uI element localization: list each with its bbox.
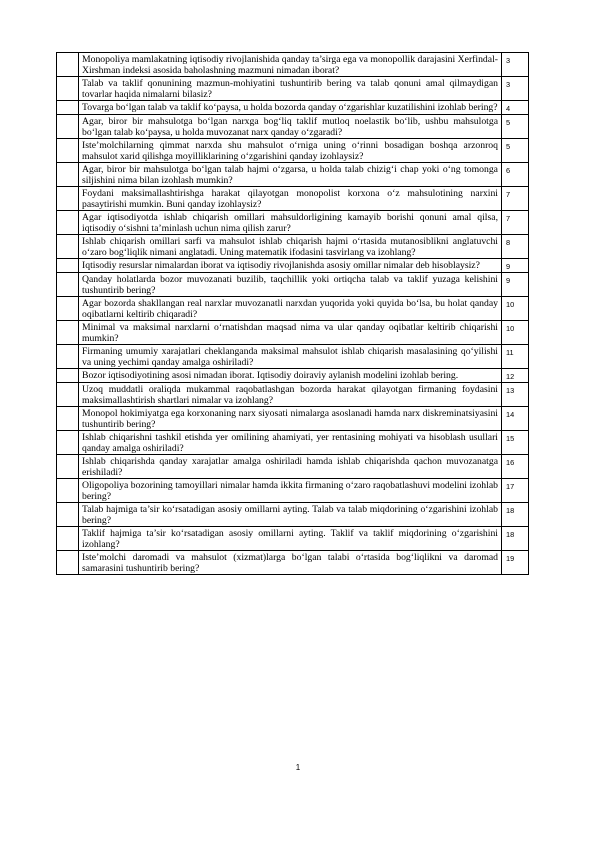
question-page-ref: 7 <box>502 211 529 235</box>
question-row <box>57 163 529 187</box>
question-page-ref: 3 <box>502 77 529 101</box>
question-page-ref: 16 <box>502 455 529 479</box>
question-row-blank-cell <box>57 407 79 431</box>
question-row-blank-cell <box>57 431 79 455</box>
question-page-ref: 11 <box>502 345 529 369</box>
question-text: Ishlab chiqarishni tashkil etishda yer omilining ahamiyati, yer rentasining mohiyati va hisoblash usullari qanday amalga oshiriladi? <box>79 431 502 455</box>
question-text: Monopoliya mamlakatning iqtisodiy rivojlanishida qanday ta’sirga ega va monopollik darajasini Xerfindal-Xirshman indeksi asosida baholashning mazmuni nimadan iborat? <box>79 53 502 77</box>
question-row-blank-cell <box>57 551 79 575</box>
question-row-blank-cell <box>57 297 79 321</box>
question-text: Agar iqtisodiyotda ishlab chiqarish omillari mahsuldorligining kamayib borishi qonuni amal qilsa, iqtisodiy o‘sishni ta’minlash uchun nima qilish zarur? <box>79 211 502 235</box>
question-row-blank-cell <box>57 479 79 503</box>
question-row-blank-cell <box>57 455 79 479</box>
question-row-blank-cell <box>57 369 79 383</box>
question-page-ref: 5 <box>502 115 529 139</box>
question-row-blank-cell <box>57 211 79 235</box>
question-row-blank-cell <box>57 101 79 115</box>
question-page-ref: 4 <box>502 101 529 115</box>
question-page-ref: 18 <box>502 503 529 527</box>
question-row-blank-cell <box>57 259 79 273</box>
question-page-ref: 3 <box>502 53 529 77</box>
question-page-ref: 9 <box>502 259 529 273</box>
question-row-blank-cell <box>57 139 79 163</box>
question-row <box>57 77 529 101</box>
question-page-ref: 10 <box>502 321 529 345</box>
question-text: Bozor iqtisodiyotining asosi nimadan iborat. Iqtisodiy doiraviy aylanish modelini izohlab bering. <box>79 369 502 383</box>
question-row-blank-cell <box>57 345 79 369</box>
question-text: Oligopoliya bozorining tamoyillari nimalar hamda ikkita firmaning o‘zaro raqobatlashuvi modelini izohlab bering? <box>79 479 502 503</box>
question-row-blank-cell <box>57 383 79 407</box>
question-text: Tovarga bo‘lgan talab va taklif ko‘paysa, u holda bozorda qanday o‘zgarishlar kuzatilishini izohlab bering? <box>79 101 502 115</box>
question-row <box>57 551 529 575</box>
question-row <box>57 345 529 369</box>
question-page-ref: 15 <box>502 431 529 455</box>
question-row <box>57 211 529 235</box>
question-page-ref: 7 <box>502 187 529 211</box>
question-row <box>57 431 529 455</box>
question-page-ref: 19 <box>502 551 529 575</box>
question-row <box>57 527 529 551</box>
question-row <box>57 53 529 77</box>
question-row <box>57 273 529 297</box>
question-page-ref: 9 <box>502 273 529 297</box>
questions-table <box>56 52 529 575</box>
question-row <box>57 259 529 273</box>
question-row-blank-cell <box>57 163 79 187</box>
question-text: Iste’molchilarning qimmat narxda shu mahsulot o‘rniga uning o‘rinni bosadigan boshqa arzonroq mahsulot xarid qilishga moyilliklarining o‘zgarishini qanday izohlaysiz? <box>79 139 502 163</box>
question-row <box>57 235 529 259</box>
question-text: Firmaning umumiy xarajatlari cheklanganda maksimal mahsulot ishlab chiqarish masalasining qo‘yilishi va uning yechimi qanday amalga oshiriladi? <box>79 345 502 369</box>
question-text: Ishlab chiqarish omillari sarfi va mahsulot ishlab chiqarish hajmi o‘rtasida mutanosiblikni anglatuvchi o‘zaro bog‘liqlik nimani anglatadi. Uning matematik ifodasini tasvirlang va izohlang? <box>79 235 502 259</box>
question-page-ref: 12 <box>502 369 529 383</box>
question-row <box>57 187 529 211</box>
question-text: Monopol hokimiyatga ega korxonaning narx siyosati nimalarga asoslanadi hamda narx diskreminatsiyasini tushuntirib bering? <box>79 407 502 431</box>
question-text: Agar, biror bir mahsulotga bo‘lgan talab hajmi o‘zgarsa, u holda talab chizig‘i chap yoki o‘ng tomonga siljishini nima bilan izohlash mumkin? <box>79 163 502 187</box>
question-row <box>57 503 529 527</box>
question-text: Iste’molchi daromadi va mahsulot (xizmat)larga bo‘lgan talabi o‘rtasida bog‘liqlikni va daromad samarasini tushuntirib bering? <box>79 551 502 575</box>
question-row <box>57 455 529 479</box>
question-row <box>57 115 529 139</box>
question-row-blank-cell <box>57 187 79 211</box>
question-page-ref: 18 <box>502 527 529 551</box>
question-row-blank-cell <box>57 273 79 297</box>
question-page-ref: 13 <box>502 383 529 407</box>
question-row-blank-cell <box>57 235 79 259</box>
question-page-ref: 17 <box>502 479 529 503</box>
question-text: Agar, biror bir mahsulotga bo‘lgan narxga bog‘liq taklif mutloq noelastik bo‘lib, ushbu mahsulotga bo‘lgan talab ko‘paysa, u holda muvozanat narx qanday o‘zgaradi? <box>79 115 502 139</box>
question-row <box>57 101 529 115</box>
question-row <box>57 369 529 383</box>
question-text: Foydani maksimallashtirishga harakat qilayotgan monopolist korxona o‘z mahsulotining narxini pasaytirishi mumkin. Buni qanday izohlaysiz? <box>79 187 502 211</box>
question-text: Uzoq muddatli oraliqda mukammal raqobatlashgan bozorda harakat qilayotgan firmaning foydasini maksimallashtirish shartlari nimalar va izohlang? <box>79 383 502 407</box>
question-row-blank-cell <box>57 321 79 345</box>
question-page-ref: 8 <box>502 235 529 259</box>
question-text: Taklif hajmiga ta’sir ko‘rsatadigan asosiy omillarni ayting. Taklif va taklif miqdorining o‘zgarishini izohlang? <box>79 527 502 551</box>
question-text: Agar bozorda shakllangan real narxlar muvozanatli narxdan yuqorida yoki quyida bo‘lsa, bu holat qanday oqibatlarni keltirib chiqaradi? <box>79 297 502 321</box>
question-page-ref: 6 <box>502 163 529 187</box>
question-text: Iqtisodiy resurslar nimalardan iborat va iqtisodiy rivojlanishda asosiy omillar nimalar deb hisoblaysiz? <box>79 259 502 273</box>
question-text: Talab va taklif qonunining mazmun-mohiyatini tushuntirib bering va talab qonuni amal qilmaydigan tovarlar haqida nimalarni bilasiz? <box>79 77 502 101</box>
question-row-blank-cell <box>57 77 79 101</box>
question-text: Talab hajmiga ta’sir ko‘rsatadigan asosiy omillarni ayting. Talab va talab miqdorining o‘zgarishini izohlab bering? <box>79 503 502 527</box>
question-row <box>57 479 529 503</box>
question-page-ref: 10 <box>502 297 529 321</box>
question-row <box>57 321 529 345</box>
question-text: Ishlab chiqarishda qanday xarajatlar amalga oshiriladi hamda ishlab chiqarishda qachon muvozanatga erishiladi? <box>79 455 502 479</box>
question-page-ref: 14 <box>502 407 529 431</box>
question-row <box>57 297 529 321</box>
question-text: Qanday holatlarda bozor muvozanati buzilib, taqchillik yoki ortiqcha talab va taklif yuzaga kelishini tushuntirib bering? <box>79 273 502 297</box>
page-number: 1 <box>295 763 301 772</box>
question-row-blank-cell <box>57 503 79 527</box>
question-row <box>57 139 529 163</box>
question-page-ref: 5 <box>502 139 529 163</box>
question-row-blank-cell <box>57 115 79 139</box>
question-row <box>57 383 529 407</box>
question-row-blank-cell <box>57 527 79 551</box>
question-text: Minimal va maksimal narxlarni o‘rnatishdan maqsad nima va ular qanday oqibatlar keltirib chiqarishi mumkin? <box>79 321 502 345</box>
question-row-blank-cell <box>57 53 79 77</box>
questions-table-body <box>57 53 529 575</box>
question-row <box>57 407 529 431</box>
